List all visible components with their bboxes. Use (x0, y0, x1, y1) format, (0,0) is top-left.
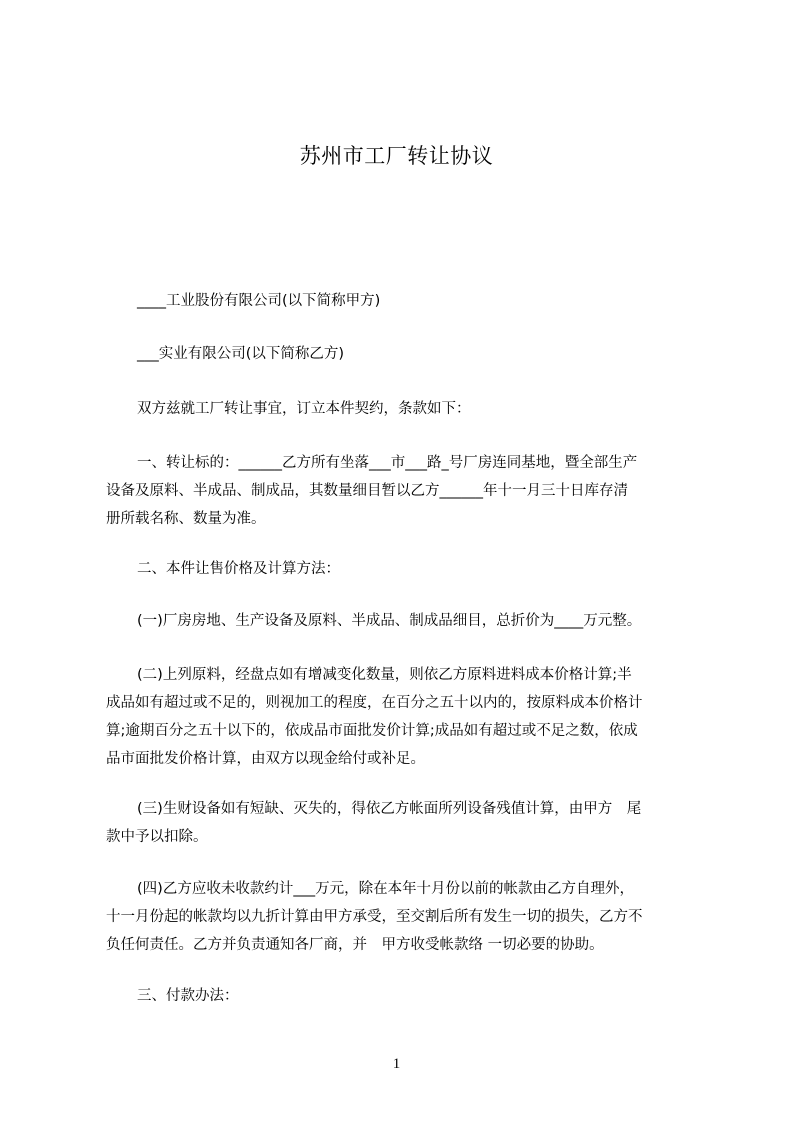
clause-2-item-2-line-4: 品市面批发价格计算，由双方以现金给付或补足。 (106, 751, 425, 767)
clause-2-heading: 二、本件让售价格及计算方法： (137, 561, 340, 577)
clause-2-item-2-line-1: (二)上列原料，经盘点如有增减变化数量，则依乙方原料进料成本价格计算;半 (137, 667, 632, 683)
clause-2-item-4-line-1: (四)乙方应收未收款约计___万元，除在本年十月份以前的帐款由乙方自理外， (137, 881, 635, 897)
clause-2-item-4 (106, 875, 700, 959)
clause-2-item-3-line-1: (三)生财设备如有短缺、灭失的，得依乙方帐面所列设备残值计算，由甲方 尾 (137, 801, 642, 817)
clause-2-item-2 (106, 661, 700, 773)
clause-1-paragraph (106, 449, 700, 533)
page-number: 1 (392, 1056, 401, 1072)
clause-2-item-2-line-2: 成品如有超过或不足的，则视加工的程度，在百分之五十以内的，按原料成本价格计 (106, 695, 643, 711)
document-title: 苏州市工厂转让协议 (299, 144, 494, 168)
clause-2-item-3-line-2: 款中予以扣除。 (106, 829, 208, 845)
clause-1-line-3: 册所载名称、数量为准。 (106, 511, 266, 527)
clause-2-item-2-line-3: 算;逾期百分之五十以下的，依成品市面批发价计算;成品如有超过或不足之数，依成 (106, 723, 638, 739)
intro-paragraph: 双方兹就工厂转让事宜，订立本件契约，条款如下： (137, 401, 471, 417)
clause-2-item-3 (106, 795, 700, 851)
clause-2-item-4-line-3: 负任何责任。乙方并负责通知各厂商，并 甲方收受帐款络 一切必要的协助。 (106, 937, 604, 953)
clause-2-item-1: (一)厂房房地、生产设备及原料、半成品、制成品细目，总折价为____万元整。 (137, 613, 642, 629)
clause-1-line-1: 一、转让标的：______乙方所有坐落___市___路_号厂房连同基地，暨全部生产 (137, 455, 638, 471)
party-b-line: ___实业有限公司(以下简称乙方) (137, 346, 345, 362)
clause-3-heading: 三、付款办法： (137, 988, 239, 1004)
party-a-line: ____工业股份有限公司(以下简称甲方) (137, 293, 381, 309)
clause-1-line-2: 设备及原料、半成品、制成品，其数量细目暂以乙方______年十一月三十日库存清 (106, 483, 628, 499)
clause-2-item-4-line-2: 十一月份起的帐款均以九折计算由甲方承受，至交割后所有发生一切的损失，乙方不 (106, 909, 643, 925)
